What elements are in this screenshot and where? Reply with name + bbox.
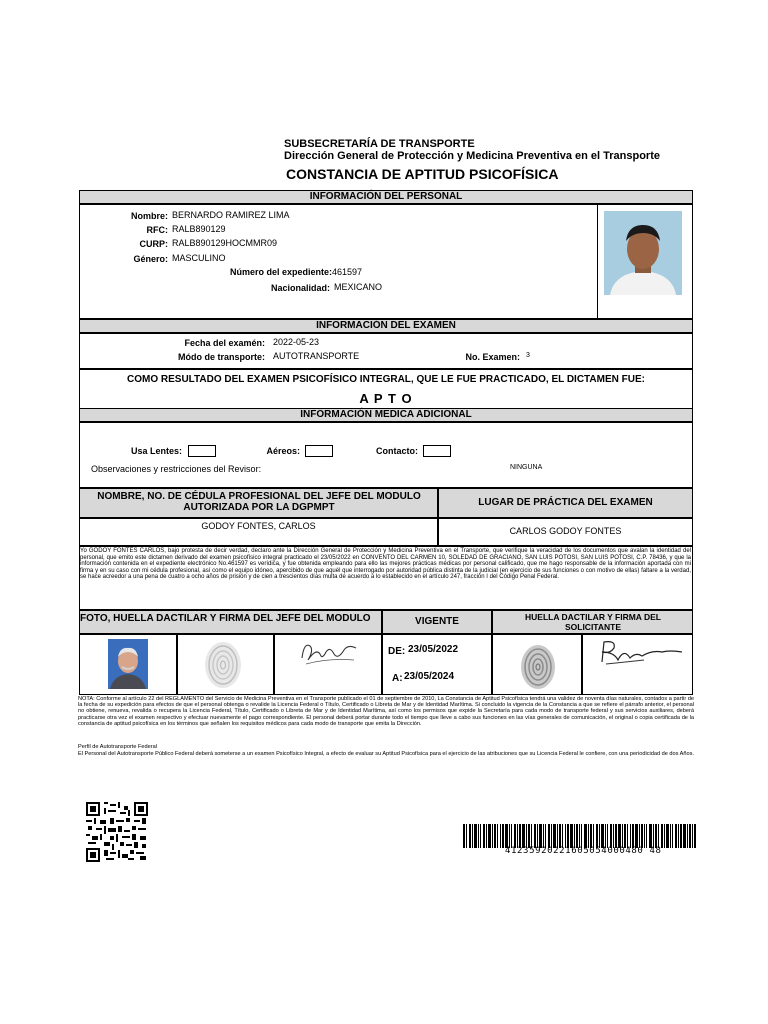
jefe-nombre: GODOY FONTES, CARLOS: [201, 521, 316, 531]
personal-photo: [604, 211, 682, 295]
contacto-label: Contacto:: [376, 446, 418, 456]
modo-value: AUTOTRANSPORTE: [273, 351, 360, 361]
jefe-signature-icon: [298, 638, 360, 668]
document-title: CONSTANCIA DE APTITUD PSICOFÍSICA: [286, 166, 559, 182]
dictamen-value: A P T O: [359, 391, 413, 406]
curp-value: RALB890129HOCMMR09: [172, 238, 278, 248]
genero-label: Género:: [133, 254, 168, 264]
rfc-label: RFC:: [146, 225, 168, 235]
nota-text: NOTA: Conforme al artículo 22 del REGLAMENTO del Servicio de Medicina Preventiva en el Transporte publicado el 01 de septiembre de 2010, La Constancia de Aptitud Psicofísica tendrá una validez de noventa días naturales, contados a partir de la fecha de su expedición para efectos de que el personal obtenga o revalide la Licencia Federal o Título, Certificado o Libreta de Mar y de Identidad Marítima. Si concluido la vigencia de la Constancia a que se refiere el párrafo anterior, el personal no obtiene, renueva, revalida o recupera la Licencia Federal, Título, Certificado o Libreta de Mar y de Identidad Marítima, así como los permisos que expide la Secretaría para cada modo de transporte federal y sus servicios auxiliares, deberá practicarse otra vez el examen respectivo y efectuar nuevamente el pago correspondiente. El personal deberá portar durante todo el tiempo que lleve a cabo sus funciones en las vías generales de comunicación, el original o copia certificada de la constancia de aptitud psicofísica en los términos que señalen los requisitos médicos para cada modo de transporte que emita la Dirección.: [78, 696, 694, 727]
header-subsecretaria: SUBSECRETARÍA DE TRANSPORTE: [284, 138, 475, 150]
lentes-label: Usa Lentes:: [130, 446, 182, 456]
no-examen-value: 3: [526, 352, 530, 359]
nombre-value: BERNARDO RAMIREZ LIMA: [172, 210, 290, 220]
expediente-label: Número del expediente:: [229, 267, 332, 277]
modo-label: Módo de transporte:: [178, 352, 265, 362]
section-personal-title: INFORMACIÓN DEL PERSONAL: [79, 190, 693, 204]
aereos-checkbox: [305, 445, 333, 457]
genero-value: MASCULINO: [172, 253, 226, 263]
fecha-value: 2022-05-23: [273, 337, 320, 347]
qr-code-icon: [86, 802, 148, 862]
perfil-title: Perfil de Autotransporte Federal: [78, 744, 157, 750]
header-direccion: Dirección General de Protección y Medicina Preventiva en el Transporte: [284, 150, 660, 162]
lugar-value: CARLOS GODOY FONTES: [509, 526, 622, 536]
nombre-label: Nombre:: [130, 211, 168, 221]
foto-header: FOTO, HUELLA DACTILAR Y FIRMA DEL JEFE DEL MODULO: [80, 613, 371, 624]
vigencia-a-value: 23/05/2024: [404, 671, 455, 682]
nacionalidad-label: Nacionalidad:: [270, 283, 330, 293]
vigente-header: VIGENTE: [415, 616, 459, 627]
nacionalidad-value: MEXICANO: [334, 282, 383, 292]
jefe-photo: [108, 639, 148, 689]
solicitante-header: HUELLA DACTILAR Y FIRMA DEL SOLICITANTE: [525, 612, 661, 632]
curp-label: CURP:: [139, 239, 168, 249]
vigencia-de-value: 23/05/2022: [408, 644, 459, 655]
declaracion-text: Yo GODOY FONTES CARLOS, bajo protesta de decir verdad, declaro ante la Dirección General de Protección y Medicina Preventiva en el Transporte, que verifique la veracidad de los documentos que avalan la identidad del personal, que emito este dictamen derivado del examen psicofísico integral practicado el 23/05/2022 en CONVENTO DEL CARMEN 10, SOLEDAD DE GRACIANO, SAN LUIS POTOSI, SAN LUIS POTOSI, C.P. 78436, y que la información contenida en el expediente electrónico No.461597 es verídica, y fue obtenida empleando para ello las mejores prácticas médicas por personal calificado, que me hago responsable de la información aportada con mi firma y en su caso con mi cédula profesional, así como el equipo idóneo, apercibido de que aquél que interrogado por autoridad pública distinta de la judicial (en ejercicio de sus funciones o con motivo de ellas) faltare a la verdad, se hace acreedor a una pena de cuatro a ocho años de prisión y de cien a trescientos días multa de acuerdo a lo establecido en el artículo 247, fracción I del Código Penal Federal.: [80, 548, 691, 581]
solicitante-signature-icon: [596, 638, 686, 670]
observaciones-value: NINGUNA: [510, 464, 543, 471]
resultado-text: COMO RESULTADO DEL EXAMEN PSICOFÍSICO INTEGRAL, QUE LE FUE PRACTICADO, EL DICTAMEN FUE:: [127, 374, 645, 385]
solicitante-fingerprint-icon: [518, 642, 558, 692]
jefe-header: NOMBRE, NO. DE CÉDULA PROFESIONAL DEL JEFE DEL MODULO AUTORIZADA POR LA DGPMPT: [97, 491, 421, 513]
no-examen-label: No. Examen:: [465, 352, 520, 362]
perfil-text: El Personal del Autotransporte Público Federal deberá someterse a un examen Psicofísico Integral, a efecto de evaluar su Aptitud Psicofísica para el ejercicio de las atribuciones que su Licencia Federal le confiere, con una periodicidad de dos Años.: [78, 751, 694, 757]
observaciones-label: Observaciones y restricciones del Revisor:: [91, 464, 262, 474]
aereos-label: Aéreos:: [266, 446, 300, 456]
barcode-icon: [463, 824, 697, 848]
expediente-value: 461597: [332, 267, 363, 277]
fecha-label: Fecha del examén:: [184, 338, 265, 348]
vigencia-de-label: DE:: [388, 646, 406, 657]
vigencia-a-label: A:: [392, 673, 403, 684]
person-portrait-icon: [604, 211, 682, 295]
jefe-fingerprint-icon: [202, 640, 244, 690]
jefe-portrait-icon: [108, 639, 148, 689]
section-examen-title: INFORMACIÓN DEL EXAMEN: [79, 319, 693, 333]
lentes-checkbox: [188, 445, 216, 457]
section-medica-title: INFORMACIÓN MEDICA ADICIONAL: [79, 408, 693, 422]
rfc-value: RALB890129: [172, 224, 226, 234]
lugar-header: LUGAR DE PRÁCTICA DEL EXAMEN: [478, 497, 653, 508]
contacto-checkbox: [423, 445, 451, 457]
barcode-number: 41235920221605054000480 48: [505, 846, 662, 856]
